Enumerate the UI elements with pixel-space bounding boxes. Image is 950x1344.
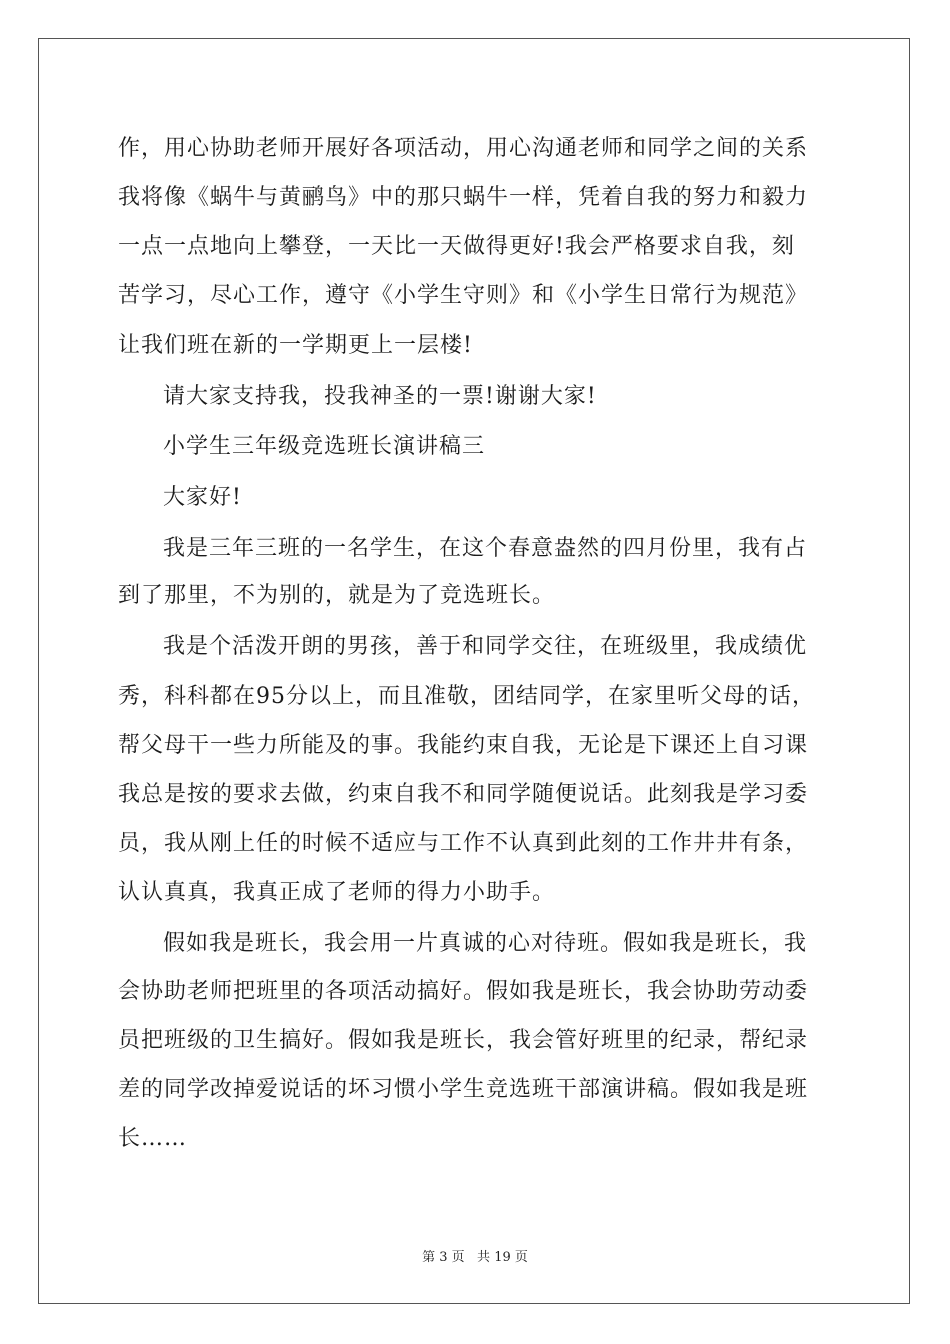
- text-line: 我将像《蜗牛与黄鹂鸟》中的那只蜗牛一样，凭着自我的努力和毅力: [118, 185, 809, 210]
- text-line: 员，我从刚上任的时候不适应与工作不认真到此刻的工作井井有条，: [118, 831, 809, 856]
- text-line: 帮父母干一些力所能及的事。我能约束自我，无论是下课还上自习课: [118, 733, 809, 758]
- text-line: 作，用心协助老师开展好各项活动，用心沟通老师和同学之间的关系: [118, 136, 809, 161]
- text-line: 员把班级的卫生搞好。假如我是班长，我会管好班里的纪录，帮纪录: [118, 1028, 809, 1053]
- text-line: 认认真真，我真正成了老师的得力小助手。: [118, 880, 556, 905]
- greeting: 大家好!: [163, 485, 242, 510]
- text-line: 让我们班在新的一学期更上一层楼!: [118, 333, 473, 358]
- text-line: 一点一点地向上攀登，一天比一天做得更好!我会严格要求自我，刻: [118, 234, 795, 259]
- text-line: 我是三年三班的一名学生，在这个春意盎然的四月份里，我有占: [163, 536, 808, 561]
- text-line: 到了那里，不为别的，就是为了竞选班长。: [118, 583, 556, 608]
- text-line: 我总是按的要求去做，约束自我不和同学随便说话。此刻我是学习委: [118, 782, 809, 807]
- page-number: 第 3 页 共 19 页: [422, 1250, 528, 1265]
- text-line: 长……: [118, 1126, 188, 1151]
- section-heading: 小学生三年级竞选班长演讲稿三: [163, 434, 486, 459]
- page-border: [38, 38, 910, 1304]
- text-line: 苦学习，尽心工作，遵守《小学生守则》和《小学生日常行为规范》: [118, 283, 809, 308]
- text-line: 秀，科科都在95分以上，而且准敬，团结同学，在家里听父母的话，: [118, 684, 815, 709]
- text-line: 我是个活泼开朗的男孩，善于和同学交往，在班级里，我成绩优: [163, 634, 808, 659]
- text-line: 差的同学改掉爱说话的坏习惯小学生竞选班干部演讲稿。假如我是班: [118, 1077, 809, 1102]
- text-line: 请大家支持我，投我神圣的一票!谢谢大家!: [163, 384, 597, 409]
- text-line: 假如我是班长，我会用一片真诚的心对待班。假如我是班长，我: [163, 931, 808, 956]
- text-line: 会协助老师把班里的各项活动搞好。假如我是班长，我会协助劳动委: [118, 979, 809, 1004]
